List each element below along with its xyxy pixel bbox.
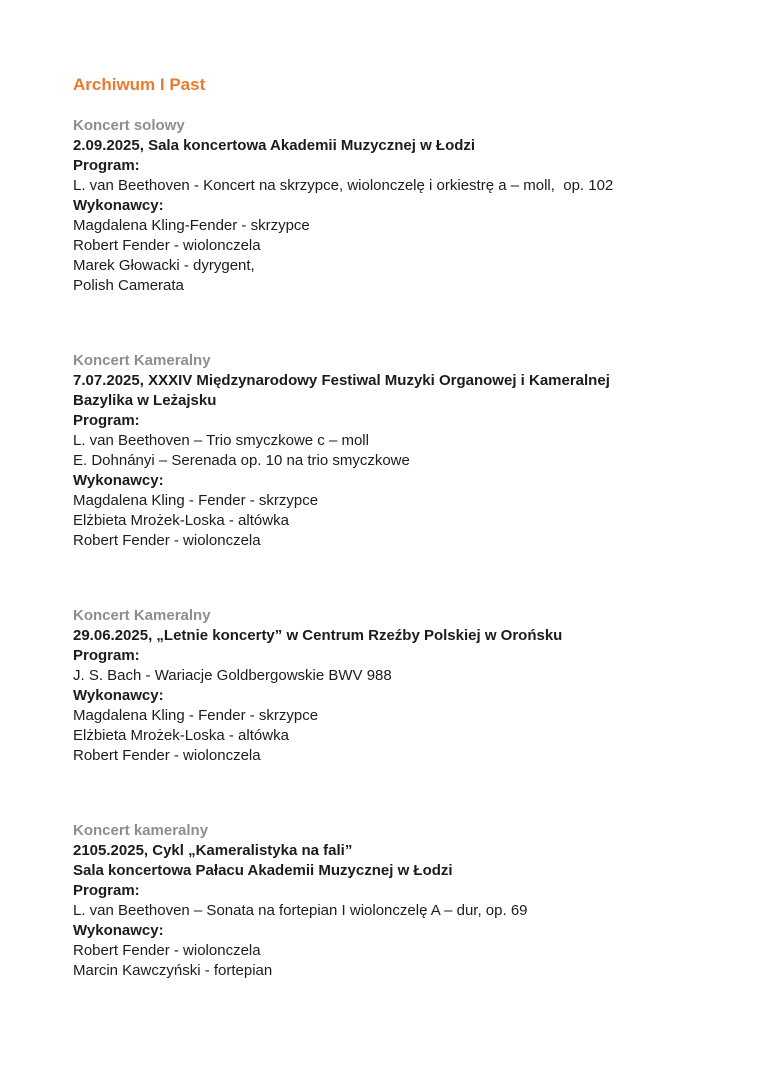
performer-line: Robert Fender - wiolonczela bbox=[73, 532, 261, 549]
program-list bbox=[73, 431, 688, 471]
program-line: L. van Beethoven - Koncert na skrzypce, wiolonczelę i orkiestrę a – moll, op. 102 bbox=[73, 177, 614, 194]
performer-line: Robert Fender - wiolonczela bbox=[73, 747, 261, 764]
concert-section bbox=[73, 606, 688, 766]
program-list bbox=[73, 666, 688, 686]
performer-line: Elżbieta Mrożek-Loska - altówka bbox=[73, 727, 289, 744]
concert-title-line: Bazylika w Leżajsku bbox=[73, 392, 217, 409]
concert-title bbox=[73, 841, 688, 881]
performer-line: Marek Głowacki - dyrygent, bbox=[73, 257, 255, 274]
performer-line: Robert Fender - wiolonczela bbox=[73, 237, 261, 254]
concert-title-line: Sala koncertowa Pałacu Akademii Muzycznej w Łodzi bbox=[73, 862, 453, 879]
performer-line: Magdalena Kling - Fender - skrzypce bbox=[73, 707, 319, 724]
concert-title bbox=[73, 136, 688, 156]
performer-line: Magdalena Kling-Fender - skrzypce bbox=[73, 217, 310, 234]
performer-list bbox=[73, 216, 688, 296]
performers-label: Wykonawcy: bbox=[73, 197, 164, 214]
concert-list bbox=[73, 116, 688, 981]
concert-title bbox=[73, 626, 688, 646]
program-line: L. van Beethoven – Sonata na fortepian I wiolonczelę A – dur, op. 69 bbox=[73, 902, 528, 919]
concert-category: Koncert solowy bbox=[73, 117, 185, 134]
performer-line: Magdalena Kling - Fender - skrzypce bbox=[73, 492, 319, 509]
performers-label: Wykonawcy: bbox=[73, 472, 164, 489]
performers-label: Wykonawcy: bbox=[73, 922, 164, 939]
concert-section bbox=[73, 821, 688, 981]
concert-title bbox=[73, 371, 688, 411]
program-label: Program: bbox=[73, 647, 140, 664]
concert-category: Koncert kameralny bbox=[73, 822, 209, 839]
program-label: Program: bbox=[73, 157, 140, 174]
performer-list bbox=[73, 941, 688, 981]
program-label: Program: bbox=[73, 882, 140, 899]
performer-line: Polish Camerata bbox=[73, 277, 184, 294]
performer-line: Elżbieta Mrożek-Loska - altówka bbox=[73, 512, 289, 529]
concert-title-line: 2105.2025, Cykl „Kameralistyka na fali” bbox=[73, 842, 353, 859]
program-list bbox=[73, 901, 688, 921]
page-title: Archiwum I Past bbox=[73, 75, 206, 94]
concert-category: Koncert Kameralny bbox=[73, 352, 211, 369]
program-line: L. van Beethoven – Trio smyczkowe c – moll bbox=[73, 432, 369, 449]
concert-title-line: 7.07.2025, XXXIV Międzynarodowy Festiwal Muzyki Organowej i Kameralnej bbox=[73, 372, 610, 389]
performer-list bbox=[73, 706, 688, 766]
concert-category: Koncert Kameralny bbox=[73, 607, 211, 624]
concert-title-line: 2.09.2025, Sala koncertowa Akademii Muzycznej w Łodzi bbox=[73, 137, 476, 154]
concert-title-line: 29.06.2025, „Letnie koncerty” w Centrum Rzeźby Polskiej w Orońsku bbox=[73, 627, 563, 644]
performers-label: Wykonawcy: bbox=[73, 687, 164, 704]
program-label: Program: bbox=[73, 412, 140, 429]
program-line: J. S. Bach - Wariacje Goldbergowskie BWV 988 bbox=[73, 667, 392, 684]
concert-section bbox=[73, 116, 688, 296]
program-line: E. Dohnányi – Serenada op. 10 na trio smyczkowe bbox=[73, 452, 410, 469]
performer-line: Robert Fender - wiolonczela bbox=[73, 942, 261, 959]
program-list bbox=[73, 176, 688, 196]
performer-list bbox=[73, 491, 688, 551]
performer-line: Marcin Kawczyński - fortepian bbox=[73, 962, 273, 979]
concert-section bbox=[73, 351, 688, 551]
